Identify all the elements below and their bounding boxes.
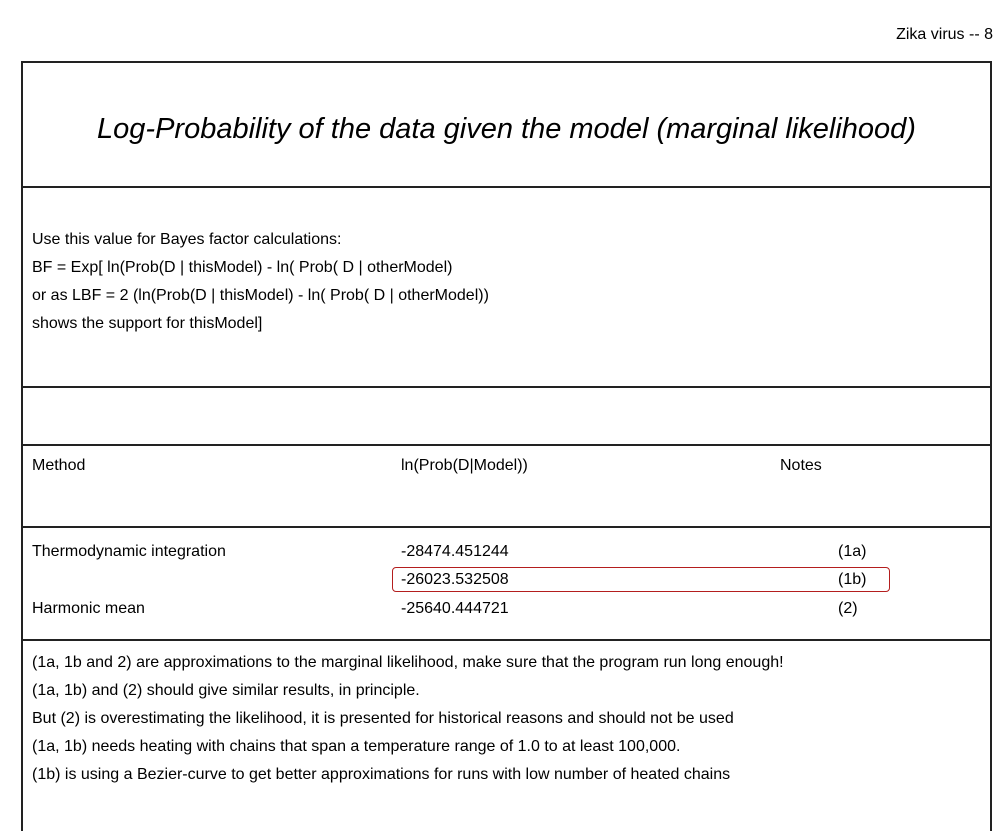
- row-note: (2): [838, 600, 858, 617]
- divider: [23, 444, 990, 446]
- footnote-line: (1a, 1b) needs heating with chains that span a temperature range of 1.0 to at least 100,000.: [32, 738, 681, 755]
- footnotes: [32, 649, 784, 789]
- page-title: Log-Probability of the data given the model (marginal likelihood): [97, 113, 916, 145]
- usage-text: [32, 226, 489, 338]
- row-value: -26023.532508: [401, 571, 509, 588]
- row-value: -28474.451244: [401, 543, 509, 560]
- row-note: (1b): [838, 571, 867, 588]
- divider: [23, 186, 990, 188]
- footnote-line: (1a, 1b) and (2) should give similar results, in principle.: [32, 682, 420, 699]
- column-header-notes: Notes: [780, 457, 822, 474]
- divider: [23, 639, 990, 641]
- column-header-value: ln(Prob(D|Model)): [401, 457, 528, 474]
- usage-line: or as LBF = 2 (ln(Prob(D | thisModel) - ln( Prob( D | otherModel)): [32, 287, 489, 304]
- row-method: Thermodynamic integration: [32, 543, 226, 560]
- row-value: -25640.444721: [401, 600, 509, 617]
- footnote-line: (1a, 1b and 2) are approximations to the marginal likelihood, make sure that the program run long enough!: [32, 654, 784, 671]
- usage-line: BF = Exp[ ln(Prob(D | thisModel) - ln( Prob( D | otherModel): [32, 259, 453, 276]
- footnote-line: (1b) is using a Bezier-curve to get better approximations for runs with low number of heated chains: [32, 766, 731, 783]
- divider: [23, 386, 990, 388]
- results-box: [21, 61, 992, 831]
- divider: [23, 526, 990, 528]
- page-header: Zika virus -- 8: [896, 26, 993, 43]
- footnote-line: But (2) is overestimating the likelihood, it is presented for historical reasons and should not be used: [32, 710, 734, 727]
- row-method: Harmonic mean: [32, 600, 145, 617]
- usage-line: shows the support for thisModel]: [32, 315, 263, 332]
- column-header-method: Method: [32, 457, 86, 474]
- usage-line: Use this value for Bayes factor calculations:: [32, 231, 342, 248]
- row-note: (1a): [838, 543, 867, 560]
